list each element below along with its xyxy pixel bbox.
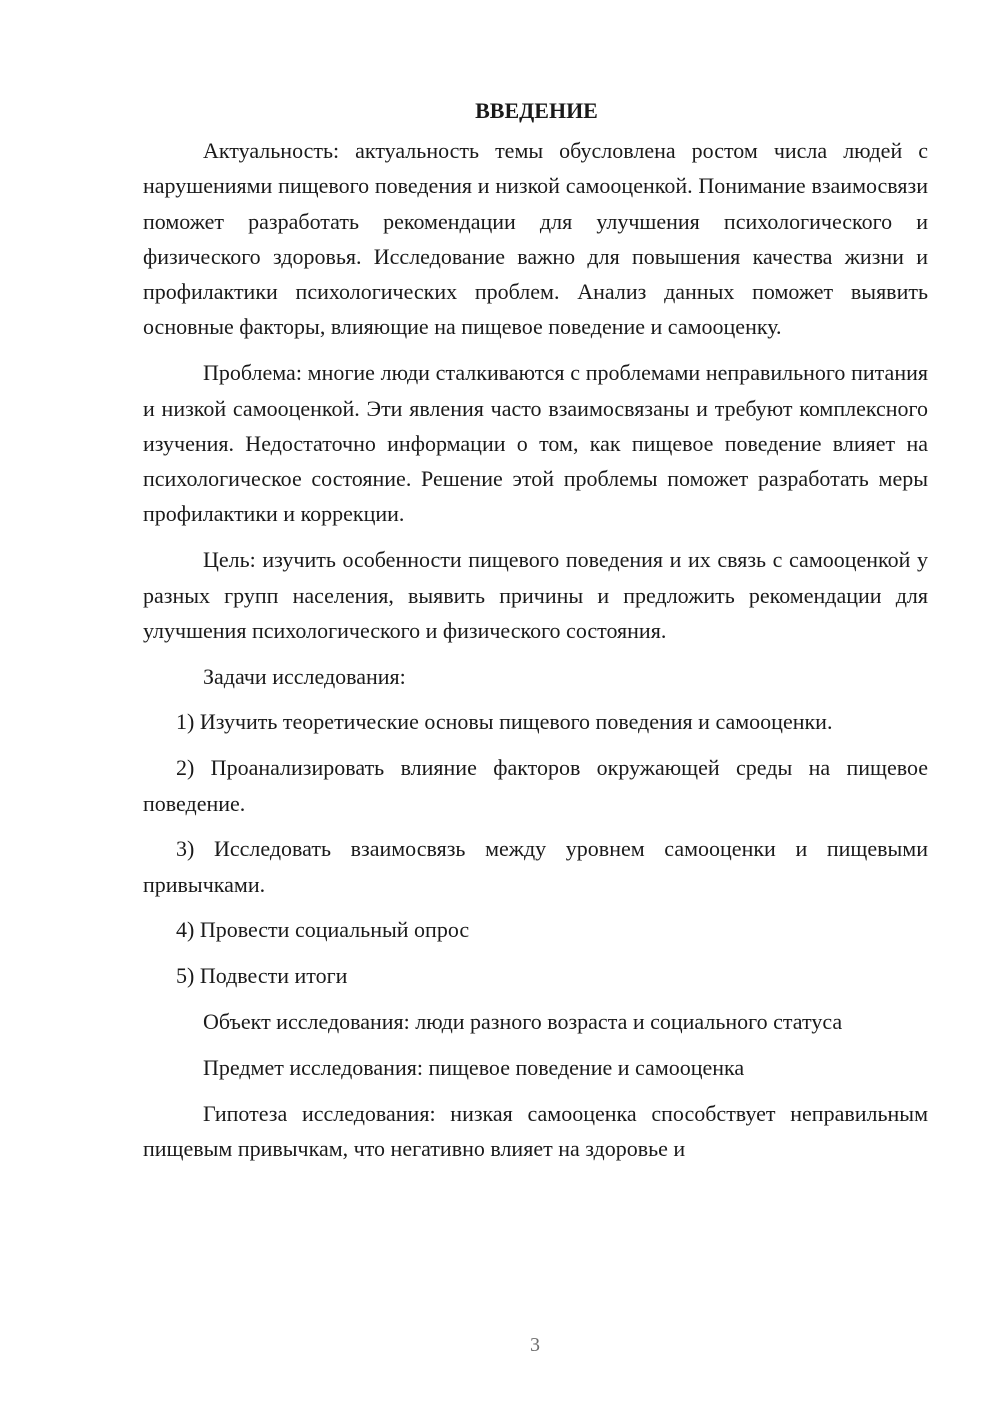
task-item-3: 3) Исследовать взаимосвязь между уровнем самооценки и пищевыми привычками.	[143, 836, 928, 897]
task-item-5: 5) Подвести итоги	[176, 963, 348, 989]
tasks-heading: Задачи исследования:	[203, 663, 406, 689]
task-item-2: 2) Проанализировать влияние факторов окружающей среды на пищевое поведение.	[143, 755, 928, 816]
page-content	[143, 96, 928, 1177]
paragraph-object: Объект исследования: люди разного возраста и социального статуса	[203, 1009, 843, 1035]
paragraph-hypothesis: Гипотеза исследования: низкая самооценка способствует неправильным пищевым привычкам, что негативно влияет на здоровье и	[143, 1100, 928, 1161]
section-title: ВВЕДЕНИЕ	[475, 98, 598, 123]
paragraph-relevance: Актуальность: актуальность темы обусловлена ростом числа людей с нарушениями пищевого поведения и низкой самооценкой. Понимание взаимосвязи поможет разработать рекомендации для улучшения психологического и физического здоровья. Исследование важно для повышения качества жизни и профилактики психологических проблем. Анализ данных поможет выявить основные факторы, влияющие на пищевое поведение и самооценку.	[143, 138, 928, 340]
task-item-1: 1) Изучить теоретические основы пищевого поведения и самооценки.	[176, 709, 833, 735]
paragraph-subject: Предмет исследования: пищевое поведение и самооценка	[203, 1054, 745, 1080]
task-item-4: 4) Провести социальный опрос	[176, 917, 470, 943]
paragraph-problem: Проблема: многие люди сталкиваются с проблемами неправильного питания и низкой самооценкой. Эти явления часто взаимосвязаны и требуют комплексного изучения. Недостаточно информации о том, как пищевое поведение влияет на психологическое состояние. Решение этой проблемы поможет разработать меры профилактики и коррекции.	[143, 360, 928, 527]
page-number: 3	[530, 1334, 540, 1356]
paragraph-goal: Цель: изучить особенности пищевого поведения и их связь с самооценкой у разных групп населения, выявить причины и предложить рекомендации для улучшения психологического и физического состояния.	[143, 547, 928, 643]
